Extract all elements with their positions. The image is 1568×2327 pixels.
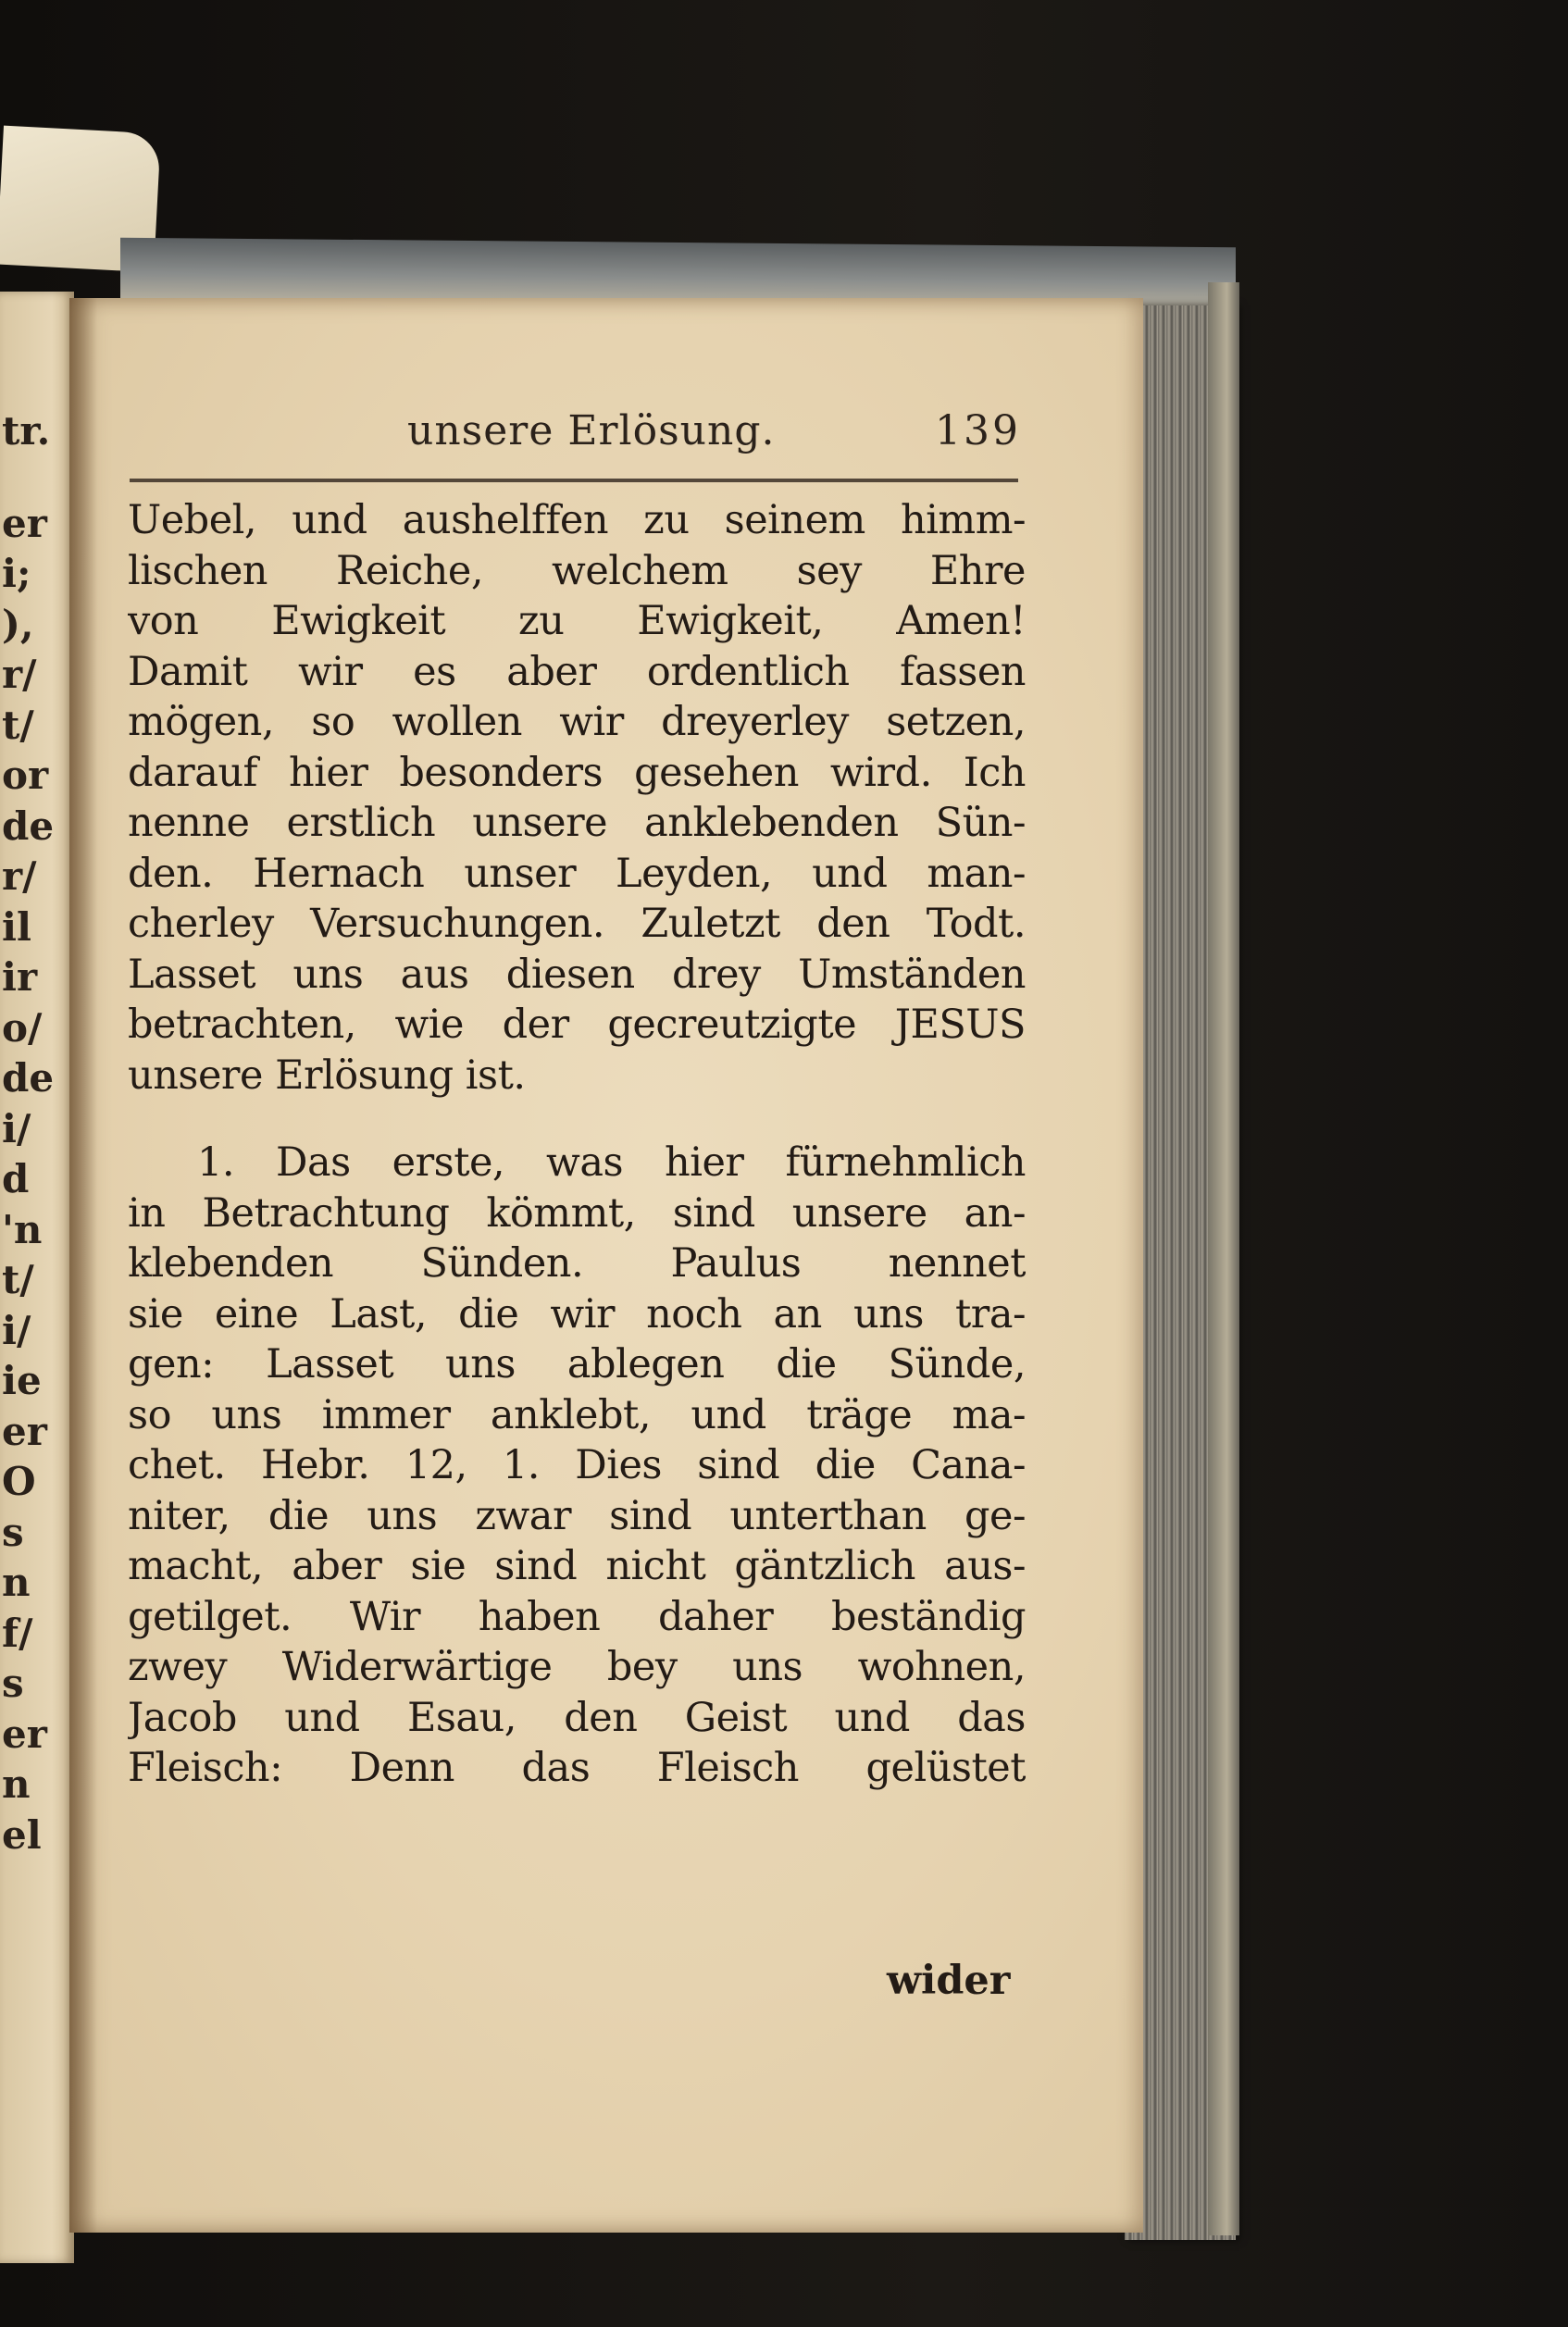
text-line: sie eine Last, die wir noch an uns tra-	[128, 1290, 1026, 1338]
previous-page-fragment: r/	[2, 853, 37, 899]
text-line: den. Hernach unser Leyden, und man-	[128, 850, 1026, 897]
body-text	[128, 495, 1026, 2087]
text-line: darauf hier besonders gesehen wird. Ich	[128, 749, 1026, 796]
previous-page-fragment: n	[2, 1761, 31, 1807]
running-title: unsere Erlösung.	[407, 407, 776, 454]
previous-page-fragment: 'n	[2, 1206, 43, 1252]
text-line: von Ewigkeit zu Ewigkeit, Amen!	[128, 598, 1026, 644]
previous-page-fragment: r/	[2, 652, 37, 697]
page-number: 139	[935, 407, 1021, 454]
previous-page-fragment: il	[2, 903, 31, 950]
previous-page-fragment: s	[2, 1509, 24, 1555]
paragraph-2	[128, 1138, 1026, 1794]
previous-page-fragment: ie	[2, 1358, 42, 1403]
previous-page-fragment: i/	[2, 1105, 31, 1151]
text-line: nenne erstlich unsere anklebenden Sün-	[128, 800, 1026, 846]
text-line: mögen, so wollen wir dreyerley setzen,	[128, 699, 1026, 745]
previous-page-fragment: er	[2, 1408, 47, 1454]
back-cover-edge	[1208, 282, 1239, 2235]
previous-page-fragment: de	[2, 803, 55, 849]
text-line: getilget. Wir haben daher beständig	[128, 1593, 1026, 1640]
text-line: Jacob und Esau, den Geist und das	[128, 1694, 1026, 1741]
paragraph-gap	[128, 1101, 1026, 1138]
text-line: Lasset uns aus diesen drey Umständen	[128, 951, 1026, 998]
text-line: chet. Hebr. 12, 1. Dies sind die Cana-	[128, 1442, 1026, 1488]
previous-page-fragment: t/	[2, 702, 34, 748]
text-line: betrachten, wie der gecreutzigte JESUS	[128, 1002, 1026, 1048]
previous-page-fragment: de	[2, 1055, 55, 1101]
previous-page-fragment: s	[2, 1661, 24, 1706]
text-line: in Betrachtung kömmt, sind unsere an-	[128, 1189, 1026, 1237]
text-line: macht, aber sie sind nicht gäntzlich aus-	[128, 1543, 1026, 1589]
previous-page-fragment: ir	[2, 954, 38, 1000]
previous-page-fragment: i;	[2, 551, 31, 596]
paragraph-1	[128, 495, 1026, 1101]
text-line: so uns immer anklebt, und träge ma-	[128, 1391, 1026, 1438]
text-line: gen: Lasset uns ablegen die Sünde,	[128, 1341, 1026, 1387]
text-line: lischen Reiche, welchem sey Ehre	[128, 547, 1026, 594]
header-rule	[130, 479, 1018, 482]
previous-page-fragment: f/	[2, 1610, 33, 1656]
text-line: zwey Widerwärtige bey uns wohnen,	[128, 1644, 1026, 1690]
previous-page-fragment: ),	[2, 601, 34, 647]
page-header	[130, 407, 1021, 472]
previous-page-fragment: o/	[2, 1004, 43, 1051]
previous-page-edge	[0, 292, 74, 2263]
previous-page-fragment: O	[2, 1459, 36, 1504]
text-line: klebenden Sünden. Paulus nennet	[128, 1240, 1026, 1287]
text-line: niter, die uns zwar sind unterthan ge-	[128, 1492, 1026, 1539]
previous-page-fragment: er	[2, 1711, 47, 1757]
text-line: cherley Versuchungen. Zuletzt den Todt.	[128, 901, 1026, 947]
previous-page-fragment: t/	[2, 1257, 34, 1302]
text-line: Damit wir es aber ordentlich fassen	[128, 648, 1026, 695]
text-line: Fleisch: Denn das Fleisch gelüstet	[128, 1745, 1026, 1791]
catchword: wider	[887, 1958, 1011, 2004]
previous-page-fragment: n	[2, 1560, 31, 1605]
text-line: 1. Das erste, was hier fürnehmlich	[197, 1139, 1026, 1186]
previous-page-fragment: or	[2, 753, 49, 798]
previous-page-fragment: i/	[2, 1307, 31, 1353]
previous-page-fragment: er	[2, 500, 47, 546]
text-line: unsere Erlösung ist.	[128, 1052, 526, 1099]
page-gutter	[69, 298, 97, 2233]
previous-page-fragment: el	[2, 1811, 42, 1858]
text-line: Uebel, und aushelffen zu seinem himm-	[128, 497, 1026, 543]
previous-page-fragment: d	[2, 1156, 30, 1201]
previous-page-fragment: tr.	[2, 408, 51, 454]
